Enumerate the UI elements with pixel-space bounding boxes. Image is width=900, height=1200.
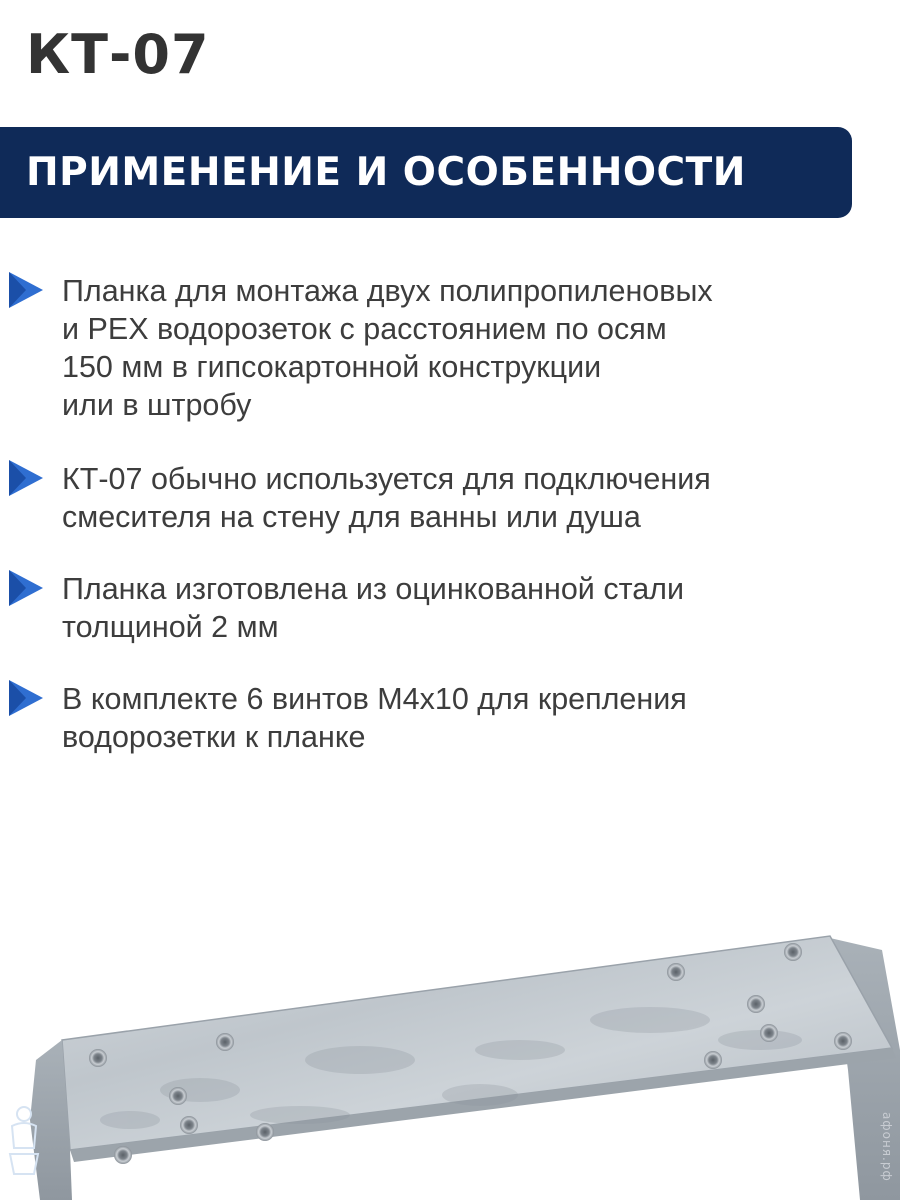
- feature-text: [62, 272, 892, 424]
- product-title: КТ-07: [26, 23, 210, 86]
- feature-line: и РЕХ водорозеток с расстоянием по осям: [62, 312, 667, 346]
- triangle-arrow-icon: [7, 678, 45, 718]
- feature-text: [62, 570, 892, 646]
- feature-line: Планка для монтажа двух полипропиленовых: [62, 274, 713, 308]
- feature-line: или в штробу: [62, 388, 252, 422]
- section-heading: ПРИМЕНЕНИЕ И ОСОБЕННОСТИ: [26, 150, 746, 195]
- site-watermark: афоня.рф: [880, 1112, 894, 1182]
- triangle-arrow-icon: [7, 270, 45, 310]
- feature-text: [62, 460, 892, 536]
- feature-line: КТ-07 обычно используется для подключения: [62, 462, 711, 496]
- feature-line: водорозетки к планке: [62, 720, 366, 754]
- feature-line: В комплекте 6 винтов М4х10 для крепления: [62, 682, 687, 716]
- triangle-arrow-icon: [7, 458, 45, 498]
- feature-line: толщиной 2 мм: [62, 610, 279, 644]
- feature-line: смесителя на стену для ванны или душа: [62, 500, 641, 534]
- plumber-mascot-icon: [4, 1104, 44, 1178]
- mounting-bracket-image: [0, 900, 900, 1200]
- triangle-arrow-icon: [7, 568, 45, 608]
- feature-text: [62, 680, 892, 756]
- feature-line: 150 мм в гипсокартонной конструкции: [62, 350, 602, 384]
- feature-line: Планка изготовлена из оцинкованной стали: [62, 572, 684, 606]
